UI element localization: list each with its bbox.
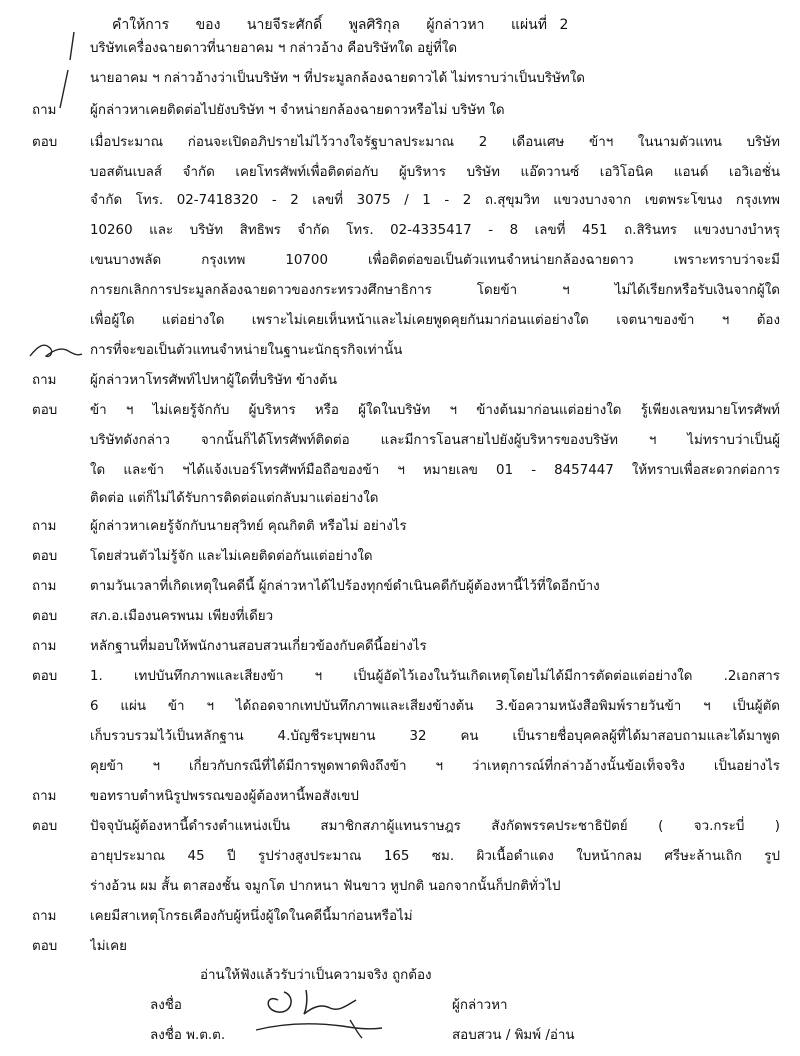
statement-line (0, 218, 800, 244)
certification-text: อ่านให้ฟังแล้วรับว่าเป็นความจริง ถูกต้อง (200, 968, 432, 983)
officer-role: สอบสวน / พิมพ์ /อ่าน (452, 1028, 575, 1043)
line-text: ไม่เคย (90, 939, 127, 954)
line-text: นายอาคม ฯ กล่าวอ้างว่าเป็นบริษัท ฯ ที่ประมูลกล้องฉายดาวได้ ไม่ทราบว่าเป็นบริษัทใด (90, 71, 585, 86)
statement-line (0, 188, 800, 214)
statement-line (0, 874, 800, 900)
statement-line (0, 814, 800, 840)
line-text: ปัจจุบันผู้ต้องหานี้ดำรงตำแหน่งเป็น สมาชิกสภาผู้แทนราษฎร สังกัดพรรคประชาธิปัตย์ ( จว.กระบี่ ) (90, 819, 780, 834)
statement-line (0, 130, 800, 156)
header-name: นายจีระศักดิ์ (246, 17, 323, 33)
qa-label: ถาม (32, 789, 57, 804)
header-of-label: ของ (195, 17, 221, 33)
header-role: ผู้กล่าวหา (426, 17, 485, 33)
line-text: การที่จะขอเป็นตัวแทนจำหน่ายในฐานะนักธุรกิจเท่านั้น (90, 343, 403, 358)
line-text: การยกเลิกการประมูลกล้องฉายดาวของกระทรวงศึกษาธิการ โดยข้า ฯ ไม่ได้เรียกหรือรับเงินจากผู้ใด (90, 283, 780, 298)
line-text: บริษัทเครื่องฉายดาวที่นายอาคม ฯ กล่าวอ้าง คือบริษัทใด อยู่ที่ใด (90, 41, 458, 56)
qa-label: ตอบ (32, 135, 58, 150)
statement-line (0, 754, 800, 780)
qa-label: ตอบ (32, 819, 58, 834)
line-text: บอสตันเบลส์ จำกัด เคยโทรศัพท์เพื่อติดต่อกับ ผู้บริหาร บริษัท แอ๊ดวานซ์ เอวิโอนิค แอนด์ เอวิเอชั่น (90, 165, 780, 180)
line-text: เมื่อประมาณ ก่อนจะเปิดอภิปรายไม่ไว้วางใจรัฐบาลประมาณ 2 เดือนเศษ ข้าฯ ในนามตัวแทน บริษัท (90, 135, 780, 150)
statement-line (0, 604, 800, 630)
line-text: ร่างอ้วน ผม สั้น ตาสองชั้น จมูกโต ปากหนา ฟันขาว หูปกติ นอกจากนั้นก็ปกติทั่วไป (90, 879, 561, 894)
statement-line (0, 36, 800, 62)
line-text: คุยข้า ฯ เกี่ยวกับกรณีที่ได้มีการพูดพาดพิงถึงข้า ฯ ว่าเหตุการณ์ที่กล่าวอ้างนั้นข้อเท็จจริง เป็นอย่างไร (90, 759, 780, 774)
line-text: ใด และข้า ฯได้แจ้งเบอร์โทรศัพท์มือถือของข้า ฯ หมายเลข 01 - 8457447 ให้ทราบเพื่อสะดวกต่อการ (90, 463, 780, 478)
statement-line (0, 428, 800, 454)
statement-line (0, 248, 800, 274)
qa-label: ตอบ (32, 939, 58, 954)
statement-line (0, 398, 800, 424)
line-text: เคยมีสาเหตุโกรธเคืองกับผู้หนึ่งผู้ใดในคดีนี้มาก่อนหรือไม่ (90, 909, 413, 924)
qa-label: ถาม (32, 639, 57, 654)
line-text: เขนบางพลัด กรุงเทพ 10700 เพื่อติดต่อขอเป็นตัวแทนจำหน่ายกล้องฉายดาว เพราะทราบว่าจะมี (90, 253, 780, 268)
line-text: ผู้กล่าวหาโทรศัพท์ไปหาผู้ใดที่บริษัท ข้างต้น (90, 373, 338, 388)
statement-line (0, 338, 800, 364)
line-text: โดยส่วนตัวไม่รู้จัก และไม่เคยติดต่อกันแต่อย่างใด (90, 549, 373, 564)
line-text: เพื่อผู้ใด แต่อย่างใด เพราะไม่เคยเห็นหน้าและไม่เคยพูดคุยกันมาก่อนแต่อย่างใด เจตนาของข้า ฯ ต้อง (90, 313, 780, 328)
qa-label: ถาม (32, 103, 57, 118)
line-text: จำกัด โทร. 02-7418320 - 2 เลขที่ 3075 / 1 - 2 ถ.สุขุมวิท แขวงบางจาก เขตพระโขนง กรุงเทพ (90, 193, 780, 208)
qa-label: ตอบ (32, 609, 58, 624)
statement-line (0, 544, 800, 570)
statement-line (0, 308, 800, 334)
officer-signature-label: ลงชื่อ พ.ต.ต. (150, 1028, 226, 1043)
officer-signature (250, 1014, 390, 1044)
statement-line (0, 278, 800, 304)
line-text: ติดต่อ แต่ก็ไม่ได้รับการติดต่อแต่กลับมาแต่อย่างใด (90, 491, 379, 506)
page-header (112, 14, 712, 36)
statement-line (0, 784, 800, 810)
line-text: ข้า ฯ ไม่เคยรู้จักกับ ผู้บริหาร หรือ ผู้ใดในบริษัท ฯ ข้างต้นมาก่อนแต่อย่างใด รู้เพียงเลขหมายโทรศัพท์ (90, 403, 780, 418)
header-sheet-number: 2 (559, 17, 569, 33)
line-text: ผู้กล่าวหาเคยรู้จักกับนายสุวิทย์ คุณกิตติ หรือไม่ อย่างไร (90, 519, 407, 534)
statement-line (0, 486, 800, 512)
statement-line (0, 904, 800, 930)
line-text: บริษัทดังกล่าว จากนั้นก็ได้โทรศัพท์ติดต่อ และมีการโอนสายไปยังผู้บริหารของบริษัท ฯ ไม่ทราบว่าเป็นผู้ (90, 433, 780, 448)
qa-label: ถาม (32, 373, 57, 388)
line-text: ตามวันเวลาที่เกิดเหตุในคดีนี้ ผู้กล่าวหาได้ไปร้องทุกข์ดำเนินคดีกับผู้ต้องหานี้ไว้ที่ใดอีกบ้าง (90, 579, 600, 594)
header-title: คำให้การ (112, 17, 170, 33)
line-text: เก็บรวบรวมไว้เป็นหลักฐาน 4.บัญชีระบุพยาน 32 คน เป็นรายชื่อบุคคลผู้ที่ได้มาสอบถามและได้มาพูด (90, 729, 780, 744)
qa-label: ถาม (32, 909, 57, 924)
signature-label: ลงชื่อ (150, 998, 182, 1013)
line-text: สภ.อ.เมืองนครพนม เพียงที่เดียว (90, 609, 274, 624)
statement-line (0, 634, 800, 660)
qa-label: ตอบ (32, 669, 58, 684)
statement-line (0, 844, 800, 870)
line-text: ผู้กล่าวหาเคยติดต่อไปยังบริษัท ฯ จำหน่ายกล้องฉายดาวหรือไม่ บริษัท ใด (90, 103, 505, 118)
statement-line (0, 514, 800, 540)
statement-line (0, 664, 800, 690)
header-surname: พูลศิริกุล (348, 17, 400, 33)
line-text: 6 แผ่น ข้า ฯ ได้ถอดจากเทปบันทึกภาพและเสียงข้างต้น 3.ข้อความหนังสือพิมพ์รายวันข้า ฯ เป็นผู้ตัด (90, 699, 780, 714)
line-text: อายุประมาณ 45 ปี รูปร่างสูงประมาณ 165 ซม. ผิวเนื้อดำแดง ใบหน้ากลม ศรีษะล้านเถิก รูป (90, 849, 780, 864)
line-text: 1. เทปบันทึกภาพและเสียงข้า ฯ เป็นผู้อัดไว้เองในวันเกิดเหตุโดยไม่ได้มีการตัดต่อแต่อย่างใด .2เอกสาร (90, 669, 780, 684)
statement-line (0, 574, 800, 600)
complainant-signature (250, 982, 380, 1018)
line-text: ขอทราบตำหนิรูปพรรณของผู้ต้องหานี้พอสังเขป (90, 789, 359, 804)
line-text: หลักฐานที่มอบให้พนักงานสอบสวนเกี่ยวข้องกับคดีนี้อย่างไร (90, 639, 427, 654)
line-text: 10260 และ บริษัท สิทธิพร จำกัด โทร. 02-4335417 - 8 เลขที่ 451 ถ.สิรินทร แขวงบางบำหรุ (90, 223, 780, 238)
qa-label: ถาม (32, 579, 57, 594)
qa-label: ถาม (32, 519, 57, 534)
header-sheet-label: แผ่นที่ (510, 17, 547, 33)
qa-label: ตอบ (32, 403, 58, 418)
signer-role: ผู้กล่าวหา (452, 998, 508, 1013)
statement-line (0, 160, 800, 186)
qa-label: ตอบ (32, 549, 58, 564)
statement-line (0, 458, 800, 484)
statement-line (0, 98, 800, 124)
statement-line (0, 724, 800, 750)
statement-line (0, 368, 800, 394)
statement-line (0, 66, 800, 92)
statement-line (0, 694, 800, 720)
statement-line (0, 934, 800, 960)
